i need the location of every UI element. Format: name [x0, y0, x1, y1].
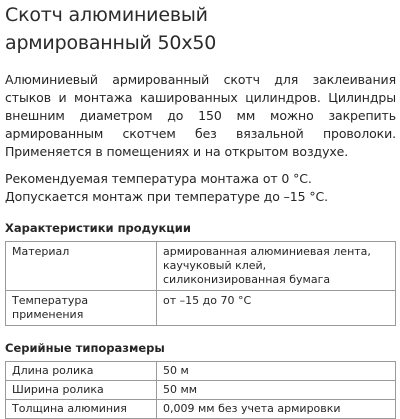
material-label: Материал — [6, 242, 157, 291]
table-row — [6, 291, 396, 326]
application-temperature-label: Температура применения — [6, 291, 157, 326]
application-temperature-value: от –15 до 70 °С — [157, 291, 396, 326]
sizes-heading: Серийные типоразмеры — [5, 341, 165, 355]
aluminum-thickness-label: Толщина алюминия — [6, 400, 157, 419]
material-line-3: силиконизированная бумага — [163, 273, 331, 286]
recommended-temperature: Рекомендуемая температура монтажа от 0 °С. — [5, 171, 312, 186]
table-row — [6, 362, 396, 381]
sizes-table — [5, 361, 396, 419]
allowed-temperature: Допускается монтаж при температуре до –15 °С. — [5, 189, 329, 204]
material-line-2: каучуковый клей, — [163, 259, 267, 272]
aluminum-thickness-value: 0,009 мм без учета армировки — [157, 400, 396, 419]
roll-length-label: Длина ролика — [6, 362, 157, 381]
roll-width-label: Ширина ролика — [6, 381, 157, 400]
material-value — [157, 242, 396, 291]
product-title-line-1: Скотч алюминиевый — [5, 4, 208, 26]
roll-length-value: 50 м — [157, 362, 396, 381]
product-page — [5, 0, 396, 419]
characteristics-table — [5, 241, 396, 326]
product-title — [5, 0, 396, 57]
roll-width-value: 50 мм — [157, 381, 396, 400]
table-row — [6, 381, 396, 400]
characteristics-heading: Характеристики продукции — [5, 221, 191, 235]
product-description: Алюминиевый армированный скотч для заклеивания стыков и монтажа кашированных цилиндров. Цилиндры внешним диаметром до 150 мм можно закрепить армированным скотчем без вязальной проволоки. Применяется в помещениях и на открытом воздухе. — [5, 72, 396, 159]
table-row — [6, 400, 396, 419]
temperature-notes — [5, 170, 396, 206]
material-line-1: армированная алюминиевая лента, — [163, 245, 371, 258]
product-title-line-2: армированный 50х50 — [5, 32, 217, 54]
table-row — [6, 242, 396, 291]
